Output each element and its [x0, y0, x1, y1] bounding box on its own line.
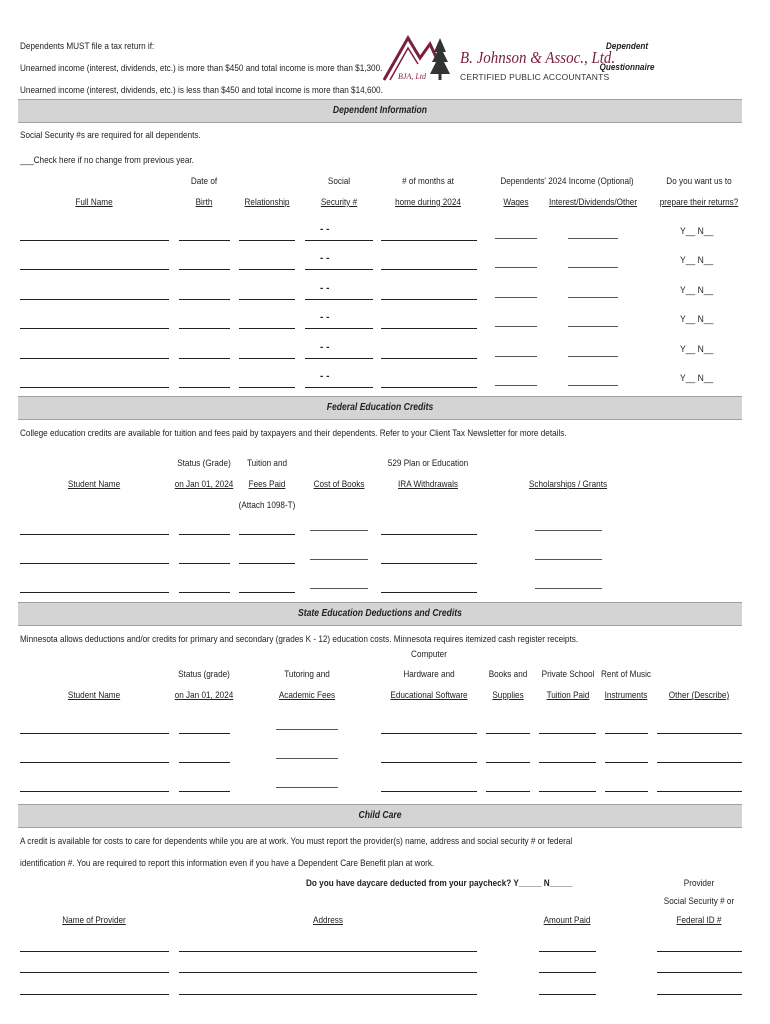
dep-interest-field[interactable]: [568, 326, 618, 327]
fed-col-tuition: Tuition and: [246, 458, 288, 469]
cc-amount-field[interactable]: [539, 994, 596, 995]
dep-ssn-field[interactable]: [305, 269, 373, 270]
dep-fullname-field[interactable]: [20, 358, 169, 359]
state-other-field[interactable]: [657, 791, 742, 792]
cc-address-field[interactable]: [179, 951, 477, 952]
dep-interest-field[interactable]: [568, 238, 618, 239]
state-col-books: Books and: [488, 669, 528, 680]
state-books-field[interactable]: [486, 791, 530, 792]
dep-ssn-field[interactable]: [305, 299, 373, 300]
fed-scholarship-field[interactable]: [535, 559, 602, 560]
dep-relationship-field[interactable]: [239, 328, 295, 329]
section-state-education: State Education Deductions and Credits: [18, 602, 742, 626]
cc-col-provider-id-line2: Social Security # or: [663, 896, 735, 907]
fed-tuition-field[interactable]: [239, 592, 295, 593]
ssn-separator: - -: [320, 253, 330, 264]
dep-months-field[interactable]: [381, 328, 477, 329]
fed-col-scholarships: Scholarships / Grants: [528, 479, 608, 490]
col-dob-line2: Birth: [195, 197, 213, 208]
state-computer-field[interactable]: [381, 733, 477, 734]
dep-dob-field[interactable]: [179, 328, 230, 329]
child-care-note-1: A credit is available for costs to care for dependents while you are at work. You must report the provider(s) name, address and social security # or federal: [20, 836, 573, 847]
fed-529-field[interactable]: [381, 534, 477, 535]
fed-529-field[interactable]: [381, 563, 477, 564]
dep-months-field[interactable]: [381, 387, 477, 388]
dep-relationship-field[interactable]: [239, 387, 295, 388]
fed-col-status: Status (Grade): [177, 458, 231, 469]
fed-student-field[interactable]: [20, 592, 169, 593]
fed-scholarship-field[interactable]: [535, 530, 602, 531]
section-dependent-information: Dependent Information: [18, 99, 742, 123]
dep-interest-field[interactable]: [568, 385, 618, 386]
cc-provider-id-field[interactable]: [657, 972, 742, 973]
fed-tuition-field[interactable]: [239, 563, 295, 564]
fed-books-field[interactable]: [310, 588, 368, 589]
state-col-music: Rent of Music: [601, 669, 651, 680]
fed-student-field[interactable]: [20, 563, 169, 564]
state-music-field[interactable]: [605, 733, 648, 734]
dep-ssn-field[interactable]: [305, 328, 373, 329]
state-col-status-line2: on Jan 01, 2024: [174, 690, 234, 701]
state-music-field[interactable]: [605, 791, 648, 792]
child-care-note-2: identification #. You are required to report this information even if you have a Dependent Care Benefit plan at work.: [20, 858, 435, 869]
form-title-line2: Questionnaire: [599, 62, 655, 73]
dep-relationship-field[interactable]: [239, 358, 295, 359]
dep-months-field[interactable]: [381, 269, 477, 270]
dep-dob-field[interactable]: [179, 358, 230, 359]
company-logo: [380, 30, 616, 90]
form-title-line1: Dependent: [605, 41, 649, 52]
fed-col-tuition-line3: (Attach 1098-T): [238, 500, 296, 511]
dep-relationship-field[interactable]: [239, 299, 295, 300]
dep-relationship-field[interactable]: [239, 269, 295, 270]
state-col-status: Status (grade): [178, 669, 230, 680]
dep-months-field[interactable]: [381, 358, 477, 359]
mountain-tree-icon: [380, 30, 460, 90]
dep-wages-field[interactable]: [495, 356, 537, 357]
dep-ssn-field[interactable]: [305, 387, 373, 388]
col-wages: Wages: [503, 197, 529, 208]
state-music-field[interactable]: [605, 762, 648, 763]
prepare-return-choice[interactable]: Y__ N__: [680, 344, 714, 355]
svg-text:BJA, Ltd: BJA, Ltd: [398, 72, 426, 81]
state-private-field[interactable]: [539, 733, 596, 734]
col-dob: Date of: [190, 176, 218, 187]
dep-wages-field[interactable]: [495, 326, 537, 327]
cc-address-field[interactable]: [179, 972, 477, 973]
fed-col-tuition-line2: Fees Paid: [248, 479, 286, 490]
dep-wages-field[interactable]: [495, 297, 537, 298]
ssn-required-note: Social Security #s are required for all dependents.: [20, 130, 201, 141]
state-col-other: Other (Describe): [668, 690, 730, 701]
section-child-care: Child Care: [18, 804, 742, 828]
fed-status-field[interactable]: [179, 563, 230, 564]
dep-interest-field[interactable]: [568, 356, 618, 357]
cc-col-address: Address: [313, 915, 343, 926]
cc-col-amount: Amount Paid: [543, 915, 591, 926]
dep-fullname-field[interactable]: [20, 240, 169, 241]
state-books-field[interactable]: [486, 733, 530, 734]
state-student-field[interactable]: [20, 733, 169, 734]
col-prepare: Do you want us to: [666, 176, 732, 187]
cc-address-field[interactable]: [179, 994, 477, 995]
state-other-field[interactable]: [657, 762, 742, 763]
fed-529-field[interactable]: [381, 592, 477, 593]
prepare-return-choice[interactable]: Y__ N__: [680, 255, 714, 266]
state-other-field[interactable]: [657, 733, 742, 734]
col-ssn-line2: Security #: [320, 197, 358, 208]
state-col-books-line2: Supplies: [492, 690, 524, 701]
fed-books-field[interactable]: [310, 559, 368, 560]
must-file-heading: Dependents MUST file a tax return if:: [20, 41, 155, 52]
state-col-computer-line3: Educational Software: [390, 690, 468, 701]
cc-col-provider-id: Provider: [683, 878, 715, 889]
state-status-field[interactable]: [179, 733, 230, 734]
cc-col-provider-name: Name of Provider: [62, 915, 126, 926]
state-computer-field[interactable]: [381, 791, 477, 792]
dep-wages-field[interactable]: [495, 238, 537, 239]
state-private-field[interactable]: [539, 791, 596, 792]
fed-student-field[interactable]: [20, 534, 169, 535]
filing-rule-2: Unearned income (interest, dividends, etc.) is less than $450 and total income is more than $14,600.: [20, 85, 383, 96]
dep-fullname-field[interactable]: [20, 269, 169, 270]
fed-status-field[interactable]: [179, 592, 230, 593]
state-col-computer: Computer: [411, 649, 447, 660]
col-interest: Interest/Dividends/Other: [548, 197, 638, 208]
fed-scholarship-field[interactable]: [535, 588, 602, 589]
fed-tuition-field[interactable]: [239, 534, 295, 535]
cc-provider-id-field[interactable]: [657, 994, 742, 995]
col-prepare-line2: prepare their returns?: [659, 197, 739, 208]
fed-books-field[interactable]: [310, 530, 368, 531]
dep-interest-field[interactable]: [568, 267, 618, 268]
state-col-tutoring: Tutoring and: [284, 669, 330, 680]
cc-amount-field[interactable]: [539, 972, 596, 973]
federal-ed-note: College education credits are available for tuition and fees paid by taxpayers and their dependents. Refer to your Client Tax Newsletter for more details.: [20, 428, 567, 439]
prepare-return-choice[interactable]: Y__ N__: [680, 314, 714, 325]
state-col-student: Student Name: [67, 690, 121, 701]
fed-status-field[interactable]: [179, 534, 230, 535]
cc-provider-field[interactable]: [20, 972, 169, 973]
dep-fullname-field[interactable]: [20, 328, 169, 329]
state-status-field[interactable]: [179, 791, 230, 792]
ssn-separator: - -: [320, 342, 330, 353]
dep-months-field[interactable]: [381, 240, 477, 241]
ssn-separator: - -: [320, 312, 330, 323]
fed-col-529-line2: IRA Withdrawals: [398, 479, 458, 490]
state-col-music-line2: Instruments: [604, 690, 648, 701]
prepare-return-choice[interactable]: Y__ N__: [680, 285, 714, 296]
dep-wages-field[interactable]: [495, 267, 537, 268]
ssn-separator: - -: [320, 224, 330, 235]
fed-col-student: Student Name: [67, 479, 121, 490]
dep-dob-field[interactable]: [179, 299, 230, 300]
fed-col-status-line2: on Jan 01, 2024: [174, 479, 234, 490]
cc-provider-id-field[interactable]: [657, 951, 742, 952]
section-federal-education-credits: Federal Education Credits: [18, 396, 742, 420]
dep-dob-field[interactable]: [179, 240, 230, 241]
cc-provider-field[interactable]: [20, 951, 169, 952]
prepare-return-choice[interactable]: Y__ N__: [680, 373, 714, 384]
col-months-line2: home during 2024: [395, 197, 461, 208]
state-col-private-line2: Tuition Paid: [546, 690, 590, 701]
state-tutoring-field[interactable]: [276, 758, 338, 759]
dep-dob-field[interactable]: [179, 269, 230, 270]
state-tutoring-field[interactable]: [276, 787, 338, 788]
dep-interest-field[interactable]: [568, 297, 618, 298]
ssn-separator: - -: [320, 371, 330, 382]
col-months: # of months at: [402, 176, 454, 187]
col-full-name: Full Name: [75, 197, 113, 208]
state-col-computer-line2: Hardware and: [403, 669, 455, 680]
state-student-field[interactable]: [20, 791, 169, 792]
company-subtitle: CERTIFIED PUBLIC ACCOUNTANTS: [460, 72, 610, 82]
dep-ssn-field[interactable]: [305, 358, 373, 359]
daycare-question[interactable]: Do you have daycare deducted from your paycheck? Y_____ N_____: [306, 878, 573, 889]
dep-months-field[interactable]: [381, 299, 477, 300]
dep-dob-field[interactable]: [179, 387, 230, 388]
fed-col-books: Cost of Books: [313, 479, 365, 490]
state-student-field[interactable]: [20, 762, 169, 763]
dep-fullname-field[interactable]: [20, 299, 169, 300]
state-private-field[interactable]: [539, 762, 596, 763]
prepare-return-choice[interactable]: Y__ N__: [680, 226, 714, 237]
dep-ssn-field[interactable]: [305, 240, 373, 241]
filing-rule-1: Unearned income (interest, dividends, etc.) is more than $450 and total income is more than $1,300.: [20, 63, 383, 74]
dep-fullname-field[interactable]: [20, 387, 169, 388]
col-income-group: Dependents' 2024 Income (Optional): [500, 176, 634, 187]
state-col-tutoring-line2: Academic Fees: [278, 690, 336, 701]
state-computer-field[interactable]: [381, 762, 477, 763]
cc-provider-field[interactable]: [20, 994, 169, 995]
fed-col-529: 529 Plan or Education: [387, 458, 469, 469]
cc-col-provider-id-line3: Federal ID #: [676, 915, 722, 926]
ssn-separator: - -: [320, 283, 330, 294]
no-change-checkbox[interactable]: ___Check here if no change from previous year.: [20, 155, 194, 166]
state-tutoring-field[interactable]: [276, 729, 338, 730]
state-col-private: Private School: [541, 669, 595, 680]
company-name: B. Johnson & Assoc., Ltd.: [460, 48, 616, 67]
dep-wages-field[interactable]: [495, 385, 537, 386]
state-status-field[interactable]: [179, 762, 230, 763]
state-ed-note: Minnesota allows deductions and/or credits for primary and secondary (grades K - 12) education costs. Minnesota requires itemized cash register receipts.: [20, 634, 579, 645]
cc-amount-field[interactable]: [539, 951, 596, 952]
col-relationship: Relationship: [244, 197, 290, 208]
col-ssn: Social: [327, 176, 351, 187]
state-books-field[interactable]: [486, 762, 530, 763]
dep-relationship-field[interactable]: [239, 240, 295, 241]
